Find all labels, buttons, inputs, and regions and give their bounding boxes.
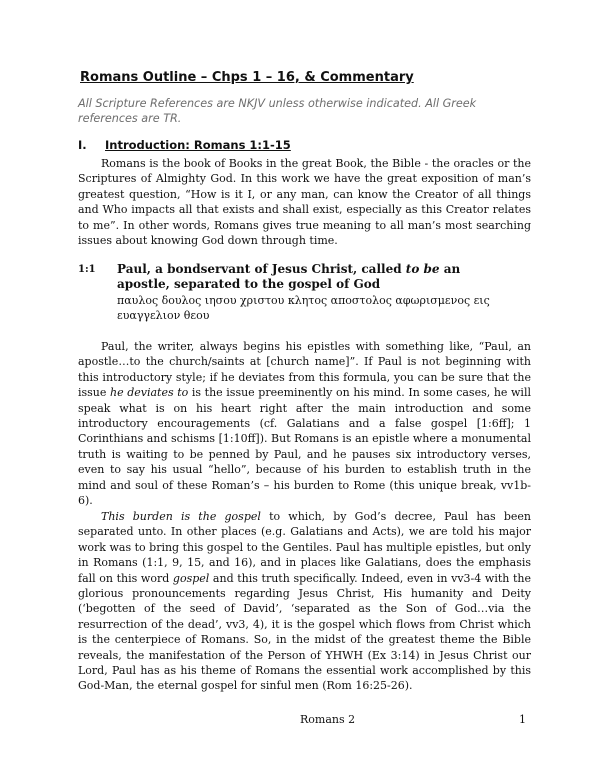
document-title: Romans Outline – Chps 1 – 16, & Commentary (80, 70, 414, 85)
section-number: I. (78, 138, 87, 152)
commentary-p2-text-b: and this truth specifically. Indeed, even in vv3-4 with the glorious pronouncements regarding Jesus Christ, His humanity and Deity (‘begotten of the seed of David’, ‘separated as the Son of God…via the resurrection of the dead’, vv3, 4), it is the gospel which flows from Christ which is the centerpiece of Romans. So, in the midst of the greatest theme the Bible reveals, the manifestation of the Person of YHWH (Ex 3:14) in Jesus Christ our Lord, Paul has as his theme of Romans the essential work accomplished by this God-Man, the eternal gospel for sinful men (Rom 16:25-26). (78, 571, 531, 693)
verse-text-part2: an apostle, separated to the gospel of God (117, 262, 461, 291)
greek-text: παυλος δουλος ιησου χριστου κλητος αποστολος αφωρισμενος εις ευαγγελιον θεου (117, 294, 490, 322)
commentary-p2-text-a: to which, by God’s decree, Paul has been separated unto. In other places (e.g. Galatians and Acts), we are told his major work was to bring this gospel to the Gentiles. Paul has multiple epistles, but only in Romans (1:1, 9, 15, and 16), and in places like Galatians, does the emphasis fall on this word (78, 510, 531, 585)
commentary-p1-text-a: Paul, the writer, always begins his epistles with something like, “Paul, an apostle…to the church/saints at [church name]”. If Paul is not beginning with this introductory style; if he deviates from this formula, you can be sure that the issue (78, 340, 531, 400)
section-heading (78, 138, 291, 152)
verse-text-part1: Paul, a bondservant of Jesus Christ, called (117, 262, 406, 276)
footer-label: Romans 2 (300, 713, 356, 726)
commentary-p2-italic-2: gospel (172, 571, 210, 585)
page-number: 1 (519, 713, 526, 726)
section-title: Introduction: Romans 1:1-15 (105, 138, 291, 152)
commentary-paragraph-2 (78, 509, 531, 694)
verse-text (117, 262, 517, 292)
verse-reference: 1:1 (78, 264, 96, 275)
commentary-paragraph-1 (78, 339, 531, 508)
verse-text-italic: to be (405, 262, 440, 276)
scripture-note: All Scripture References are NKJV unless otherwise indicated. All Greek references are TR. (78, 97, 477, 125)
commentary-p2-italic: This burden is the gospel (101, 510, 261, 523)
commentary-p1-text-b: is the issue preeminently on his mind. In some cases, he will speak what is on his heart right after the main introduction and some introductory encouragements (cf. Galatians and a false gospel [1:6ff]; 1 Corinthians and schisms [1:10ff]). But Romans is an epistle where a monumental truth is waiting to be penned by Paul, and he pauses six introductory verses, even to say his usual “hello”, because of his burden to establish truth in the mind and soul of these Roman’s – his burden to Rome (this unique break, vv1b-6). (78, 386, 531, 508)
intro-paragraph: Romans is the book of Books in the great Book, the Bible - the oracles or the Scriptures of Almighty God. In this work we have the great exposition of man’s greatest question, “How is it I, or any man, can know the Creator of all things and Who impacts all that exists and shall exist, especially as this Creator relates to me”. In other words, Romans gives true meaning to all man’s most searching issues about knowing God down through time. (78, 157, 531, 248)
commentary-p1-italic: he deviates to (110, 386, 189, 400)
